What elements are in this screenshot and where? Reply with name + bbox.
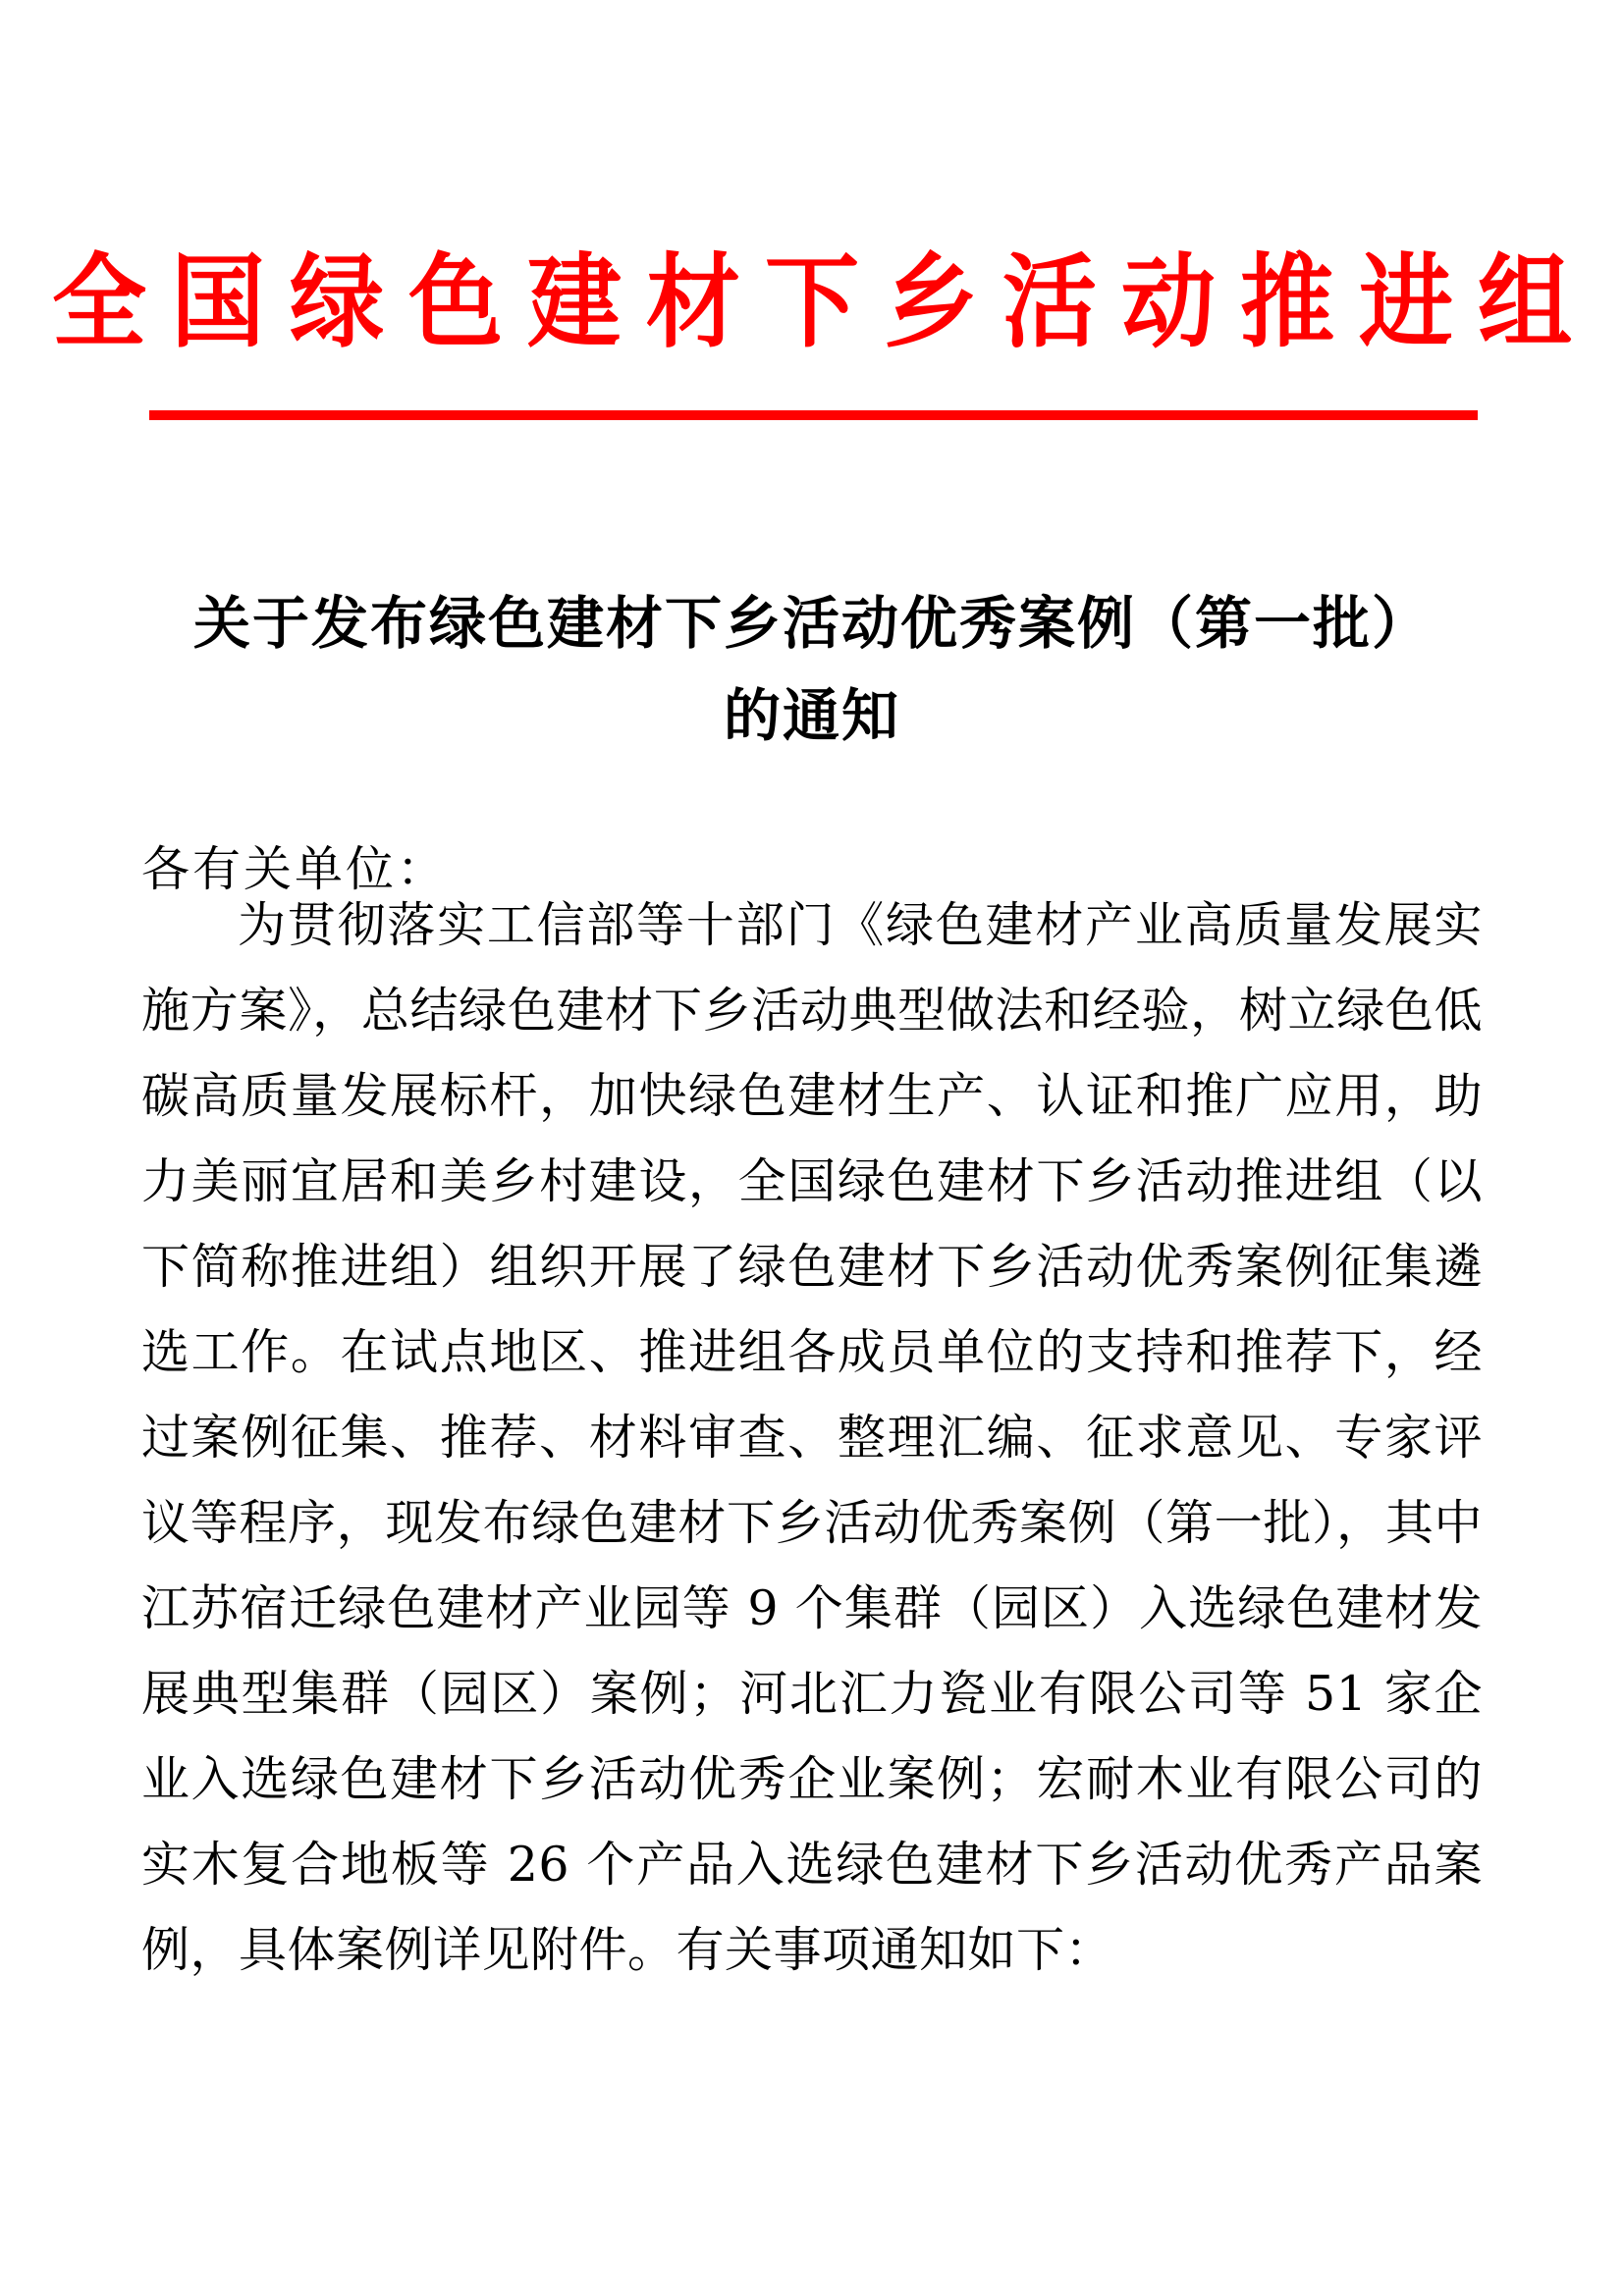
letterhead-red-divider [149, 410, 1478, 420]
letterhead-org-name: 全国绿色建材下乡活动推进组 [52, 241, 1597, 362]
document-title [0, 577, 1624, 762]
document-title-line1: 关于发布绿色建材下乡活动优秀案例（第一批） [192, 590, 1431, 657]
document-title-line2: 的通知 [723, 682, 900, 749]
body-paragraph: 为贯彻落实工信部等十部门《绿色建材产业高质量发展实施方案》，总结绿色建材下乡活动典型做法和经验，树立绿色低碳高质量发展标杆，加快绿色建材生产、认证和推广应用，助力美丽宜居和美乡村建设，全国绿色建材下乡活动推进组（以下简称推进组）组织开展了绿色建材下乡活动优秀案例征集遴选工作。在试点地区、推进组各成员单位的支持和推荐下，经过案例征集、推荐、材料审查、整理汇编、征求意见、专家评议等程序，现发布绿色建材下乡活动优秀案例（第一批），其中江苏宿迁绿色建材产业园等 9 个集群（园区）入选绿色建材发展典型集群（园区）案例；河北汇力瓷业有限公司等 51 家企业入选绿色建材下乡活动优秀企业案例；宏耐木业有限公司的实木复合地板等 26 个产品入选绿色建材下乡活动优秀产品案例，具体案例详见附件。有关事项通知如下： [141, 897, 1483, 1978]
salutation-line: 各有关单位： [141, 841, 449, 897]
